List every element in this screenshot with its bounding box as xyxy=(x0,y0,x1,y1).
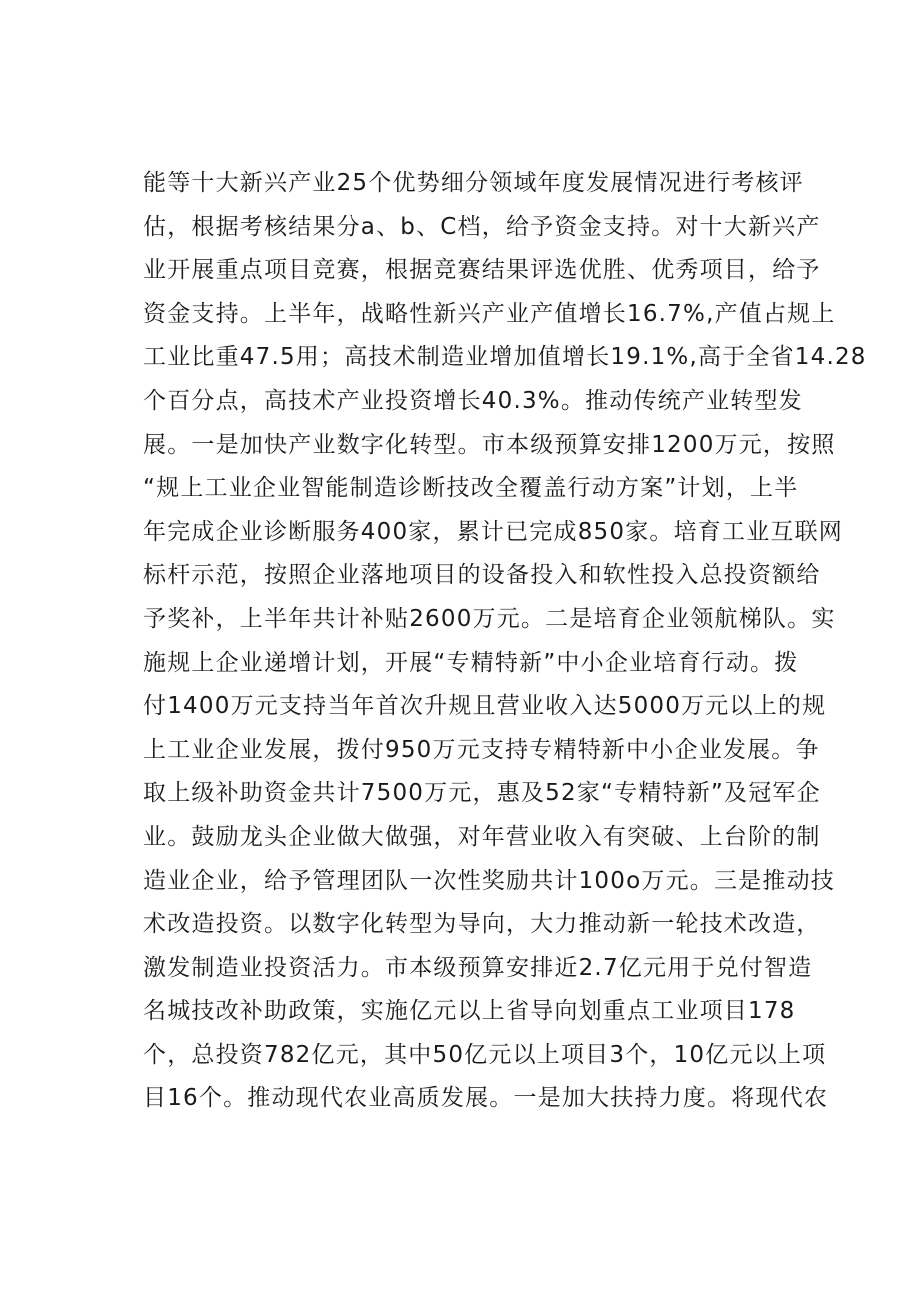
text-line: 予奖补，上半年共计补贴2600万元。二是培育企业领航梯队。实 xyxy=(143,605,836,632)
text-line: 工业比重47.5用；高技术制造业增加值增长19.1%,高于全省14.28 xyxy=(143,344,867,371)
text-line: 展。一是加快产业数字化转型。市本级预算安排1200万元，按照 xyxy=(143,431,836,458)
text-line: 个，总投资782亿元，其中50亿元以上项目3个，10亿元以上项 xyxy=(143,1041,827,1068)
text-line: 个百分点，高技术产业投资增长40.3%。推动传统产业转型发 xyxy=(143,387,803,414)
text-line: 目16个。推动现代农业高质发展。一是加大扶持力度。将现代农 xyxy=(143,1085,829,1112)
text-line: 能等十大新兴产业25个优势细分领域年度发展情况进行考核评 xyxy=(143,170,804,196)
text-line: 业开展重点项目竞赛，根据竞赛结果评选优胜、优秀项目，给予 xyxy=(143,257,821,284)
text-line: 取上级补助资金共计7500万元，惠及52家“专精特新”及冠军企 xyxy=(143,780,821,807)
text-line: 术改造投资。以数字化转型为导向，大力推动新一轮技术改造， xyxy=(143,911,821,938)
text-line: 年完成企业诊断服务400家，累计已完成850家。培育工业互联网 xyxy=(143,518,843,545)
text-line: 业。鼓励龙头企业做大做强，对年营业收入有突破、上台阶的制 xyxy=(143,823,821,850)
text-line: 上工业企业发展，拨付950万元支持专精特新中小企业发展。争 xyxy=(143,736,820,763)
text-line: 施规上企业递增计划，开展“专精特新”中小企业培育行动。拨 xyxy=(143,649,799,676)
text-line: 资金支持。上半年，战略性新兴产业产值增长16.7%,产值占规上 xyxy=(143,300,836,327)
text-line: 造业企业，给予管理团队一次性奖励共计100o万元。三是推动技 xyxy=(143,867,835,894)
text-line: 标杆示范，按照企业落地项目的设备投入和软性投入总投资额给 xyxy=(143,562,821,589)
text-line: 付1400万元支持当年首次升规且营业收入达5000万元以上的规 xyxy=(143,693,827,720)
text-line: 激发制造业投资活力。市本级预算安排近2.7亿元用于兑付智造 xyxy=(143,954,813,981)
body-paragraph xyxy=(143,162,867,1121)
text-line: 估，根据考核结果分a、b、C档，给予资金支持。对十大新兴产 xyxy=(143,213,821,240)
text-line: “规上工业企业智能制造诊断技改全覆盖行动方案”计划，上半 xyxy=(143,475,799,502)
text-line: 名城技改补助政策，实施亿元以上省导向划重点工业项目178 xyxy=(143,998,796,1025)
